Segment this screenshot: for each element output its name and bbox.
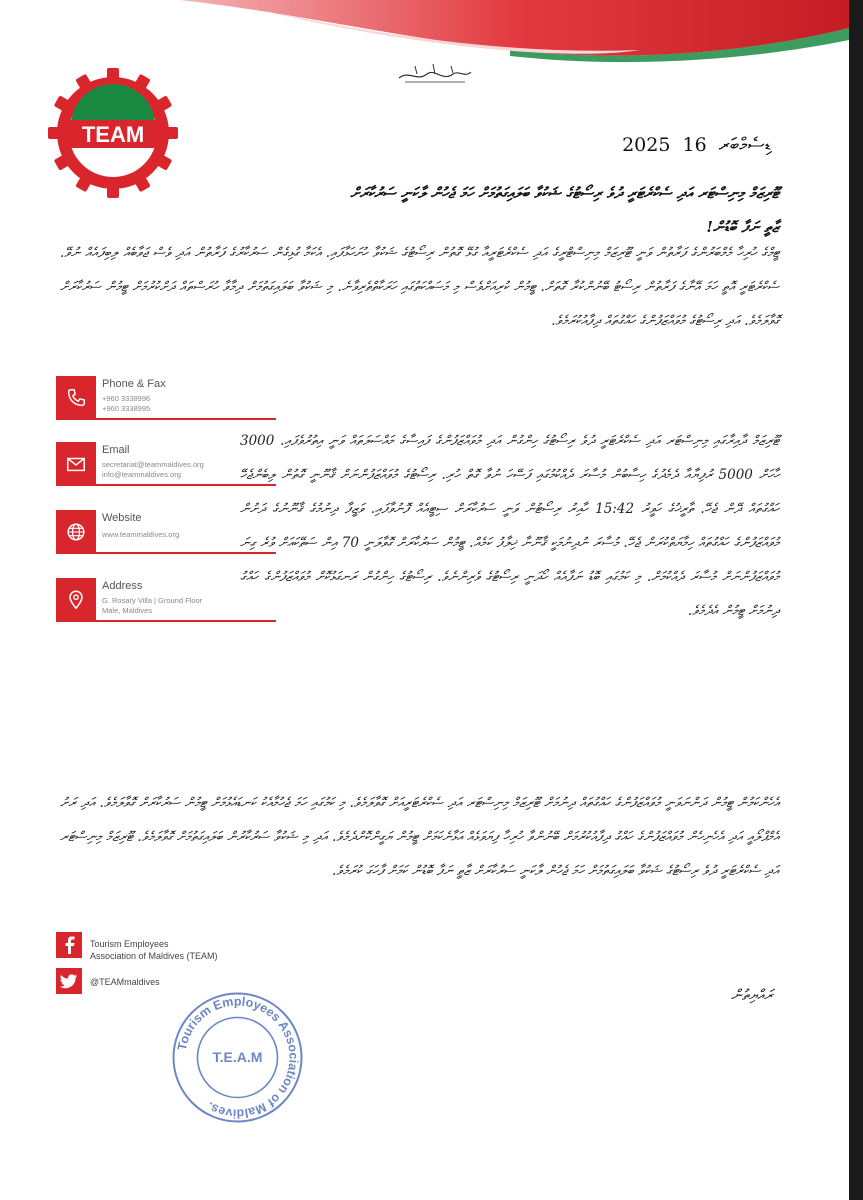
website-url[interactable]: www.teammaldives.org xyxy=(102,530,180,539)
paragraph-1: ޓީމްގެ ހުރިހާ މެމްބަރުންގެ ފަރާތުން ވަނީ ޓޫރިޒަމް މިނިސްޓްރީގެ އަދި ސެކްރެޓަރީއާ ގުޅޭ ގޮތުން ރިސޯޓުގެ ޝަކުވާ ހުށަހަޅާފައި. އެކަމާ ގުޅިގެން ސަރުކާރުގެ ފަރާތުން އަދި ވެސް ޖަވާބެއް ލިބިފައެއް ނުވޭ. ސެކްރެޓަރީ އޮތީ ހަމަ އޭނާގެ ފަރާތުން ރިސޯޓު ބޭނުންކުރާ ގޮތަށް. ޓީމުން ކުރިއަށްވެސް މި މަސައްކަތުގައި ހަރަކާތްތެރިވާނެ. މި ޝަކުވާ ބަލައިގަތުމަށް ދިމާވާ ހުރަސްތައް ދަށްކުރުމަށް ޓީމުން ސަރުކާރަށް ގޮވާލަމެވެ. އަދި ރިސޯޓުގެ މުވައްޒަފުންގެ ހައްގުތައް ދިފާއުކުރަމެވެ. xyxy=(60,245,779,329)
contact-label: Website xyxy=(102,512,142,524)
facebook-line-2: Association of Maldives (TEAM) xyxy=(90,951,218,961)
logo-text: TEAM xyxy=(81,122,145,147)
contact-phone xyxy=(50,376,282,424)
window-edge xyxy=(849,0,863,1200)
globe-icon xyxy=(56,510,96,554)
contact-website xyxy=(50,510,282,558)
paragraph-3: އެހެންކަމުން ޓީމުން ދަންނަވަނީ މުވައްޒަފުންގެ ހައްގުތައް ދިނުމަށް ޓޫރިޒަމް މިނިސްޓަރ އަދި ސެކްރެޓަރީއަށް ގޮވާލަމެވެ. މި ކަމުގައި ހަމަ ޖެހުމާއެކު ކަނޑައެޅުމަށް ޓީމުން ސަރުކާރަށް ގޮވާލަމެވެ. އަދި ރަށު އެމްޕްލޯއީ އަދި އެހެނިހެން މުވައްޒަފުންގެ ހައްގު ދިފާއުކުރުމަށް ބޭނުންވާ ހުރިހާ ފިޔަވަޅެއް އަޅާނެކަމަށް ޓީމުން ޔަގީންކޮށްދެމެވެ. އަދި މި ޝަކުވާ ސަރުކާރުން ބަލައިގަތުމަށް ގޮވާލަމެވެ. ޓޫރިޒަމް މިނިސްޓަރ އަދި ސެކްރެޓަރީ ދުވެ ރިސޯޓުގެ ޝަކުވާ ބަލައިގަތުމަށް ހަމަ ޖެހުން ލާކަނީ ސަރުކާރަށް ޒާތީ ނަފާ ބޮޑުން ކަމަށް ފާހަގަ ކުރަމެވެ. xyxy=(60,795,779,879)
letter-title xyxy=(60,176,779,244)
contact-label: Phone & Fax xyxy=(102,378,166,390)
contact-label: Email xyxy=(102,444,130,456)
date-day: 16 xyxy=(682,134,707,156)
contact-address xyxy=(50,578,282,626)
facebook-handle[interactable] xyxy=(90,938,218,962)
contact-email xyxy=(50,442,282,490)
location-pin-icon xyxy=(56,578,96,622)
letter-date xyxy=(616,134,771,156)
facebook-icon[interactable] xyxy=(56,932,82,958)
facebook-line-1: Tourism Employees xyxy=(90,939,169,949)
email-address-2[interactable]: info@teammaldives.org xyxy=(102,470,181,479)
paragraph-2: ޓޫރިޒަމް ދާއިރާގައި މިނިސްޓަރ އަދި ސެކްރެޓަރީ ދުވެ ރިސޯޓުގެ ހިންގުން އަދި މުވައްޒަފުންގެ ފައިސާގެ މައްސަލަތައް ވަނީ އިތުރުވެފައި. 3000 ހާހަށް 5000 ރުފިޔާއާ ދެމެދުގެ ހިސާބުން މުސާރަ ދެއްކުމުގައި ފަސޭހަ ނުވާ ގޮތް ހުރި. ރިސޯޓުގެ މުވައްޒަފުންނަށް ޤާނޫނީ ގޮތުން ލިބެންޖެހޭ ހައްގުތައް ދޭން ޖެހޭ. ތާރީޚުގެ ހަވީރު 15:42 ހާއިރު ރިސޯޓުން ވަނީ ސަރުކާރަށް ސިޓީއެއް ފޮނުވާފައި. ވަޒީފާ ދިނުމުގެ ޤާނޫނުގެ ދަށުން މުވައްޒަފުންގެ ހައްގުތައް ހިމާޔަތްކުރަން ޖެހޭ. މުސާރަ ނުދިނުމަކީ ޤާނޫނާ ޚިލާފު ކަމެއް. ޓީމުން ސަރުކާރަށް ގޮވާލަނީ 70 އިން ސަތޭކައަށް ވުރެ ގިނަ މުވައްޒަފުންނަށް މުސާރަ ދެއްކުމަށް. މި ކަމުގައި ބޮޑު ނަފާއެއް ހޯދަނީ ރިސޯޓުގެ ވެރިންނެވެ. ރިސޯޓުގެ ހިންގުން ރަނގަޅުކޮށް މުވައްޒަފުންގެ ހައްގު ދިނުމަށް ޓީމުން އެދެމެވެ. xyxy=(240,433,780,619)
phone-number-2: +960 3338995 xyxy=(102,404,151,413)
divider xyxy=(96,484,276,486)
divider xyxy=(96,418,276,420)
address-line-2: Male, Maldives xyxy=(102,606,153,615)
title-line-2: ޒާތީ ނަފާ ބޮޑުން! xyxy=(706,218,779,236)
basmala-calligraphy xyxy=(395,60,475,88)
stamp-ring-text: Tourism Employees Association of Maldives. xyxy=(175,994,301,1121)
date-year: 2025 xyxy=(622,134,671,156)
official-stamp xyxy=(170,990,305,1125)
envelope-icon xyxy=(56,442,96,486)
contact-label: Address xyxy=(102,580,143,592)
address-line-1: G. Rosary Villa | Ground Floor xyxy=(102,596,203,605)
title-line-1: ޓޫރިޒަމް މިނިސްޓަރ އަދި ސެކްރެޓަރީ ދުވެ ރިސޯޓުގެ ޝަކުވާ ބަލައިގަތުމަށް ހަމަ ޖެހުން ލާކަނީ ސަރުކާރަށް xyxy=(350,184,779,202)
signoff: ރައްޔިތުން xyxy=(730,986,773,1004)
email-address-1[interactable]: secretariat@teammaldives.org xyxy=(102,460,204,469)
date-month: ޑިސެމްބަރ xyxy=(718,134,771,156)
divider xyxy=(96,620,276,622)
phone-icon xyxy=(56,376,96,420)
phone-number-1: +960 3338996 xyxy=(102,394,151,403)
header-wave xyxy=(180,0,849,70)
twitter-handle[interactable]: @TEAMmaldives xyxy=(90,977,160,987)
twitter-icon[interactable] xyxy=(56,968,82,994)
divider xyxy=(96,552,276,554)
stamp-center-text: T.E.A.M xyxy=(212,1049,263,1065)
